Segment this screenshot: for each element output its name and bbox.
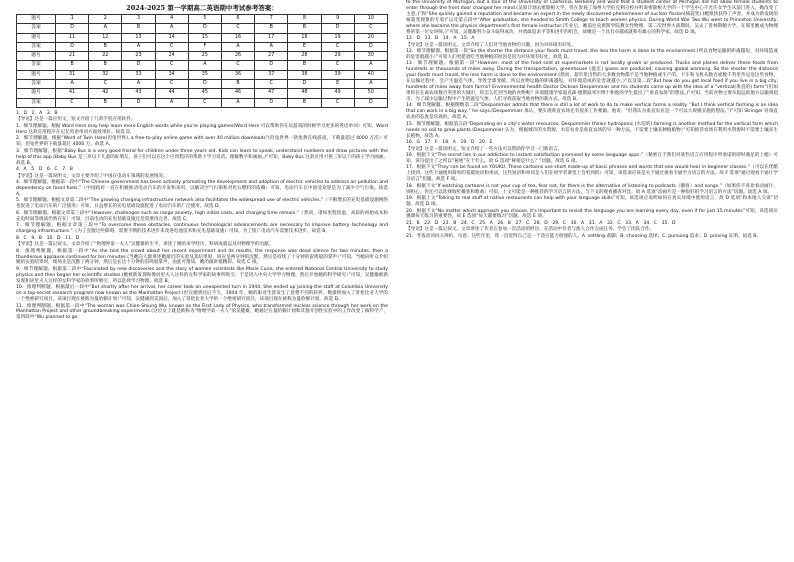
answer-table-cell: 28: [288, 52, 321, 61]
answer-table-cell: 6: [221, 15, 254, 24]
answer-table-cell: 50: [354, 89, 387, 98]
answer-table-cell: B: [89, 98, 122, 107]
answer-table-cell: C: [89, 80, 122, 89]
answer-table-row-label: 题号: [17, 52, 56, 61]
answer-table-cell: C: [56, 98, 89, 107]
answer-table-row-label: 题号: [17, 89, 56, 98]
answer-table-cell: 45: [188, 89, 221, 98]
answer-table-cell: 1: [56, 15, 89, 24]
answer-table-cell: D: [56, 24, 89, 33]
answer-table-cell: A: [122, 80, 155, 89]
answer-table-cell: B: [89, 42, 122, 51]
explanation-paragraph: 4．A 5．D 6．C 7．B: [16, 167, 73, 173]
explanation-paragraph: 19．根据上文“Talking to real stuff at native restaurants can help with your language skills”可知，该选项应说明如何在真实环境中使用语言，故 D 选项“和本地人交谈”切题。故选 D 项。: [406, 196, 778, 208]
answer-table: [16, 14, 388, 108]
explanation-paragraph: 1．D 2．A 3．B: [16, 110, 58, 116]
explanation-paragraph: 2．细节理解题。根据“Word of Twin Hare(但兔世界), a free-to-play online game with over 40 million downloads”(但兔世界一款免费在线游戏，下载量超过 4000 万次）可知，但兔世界的下载量超过 4000 万。故选 A。: [16, 136, 388, 148]
answer-table-cell: C: [155, 61, 188, 70]
explanation-paragraph: 4．细节理解题。根据第一段中“The Chinese government has been actively promoting the development and adoption of electric vehicles to address air pollution and dependency on fossil fuels.”（中国政府一直在积极推动电动汽车的开发和采用，以解决空气污染和对化石燃料的依赖）可知，电动汽车在中国受欢迎是为了减少空气污染。故选 A。: [16, 180, 388, 197]
answer-table-cell: C: [255, 80, 288, 89]
explanation-paragraph: 16．根据下文“The secret lies in our addiction to instant satisfaction promised by some language apps.”（秘密在于我们对某些语言应用程序所承诺的即时满足的上瘾）可知，该句提出了之所以“秘密”在于什么。故 G 选项“秘密是什么？”切题。故选 G 项。: [406, 153, 778, 164]
answer-table-cell: 5: [188, 15, 221, 24]
answer-table-cell: 22: [89, 52, 122, 61]
explanation-paragraph: 8．推理判断题。根据第一段中“As she told the crowd about her recent experiment and its results, the response was dead silence for two minutes, then a thunderous applause continued for ten minutes.(当她向人群讲述她最近的实验及其结果时，回应是两分钟的沉默，然后是持续了十分钟的雷鸣般的掌声）”可知，当她向听众介绍她的实验结果时，现场先是沉默了两分钟，然后是长达十分钟的雷鸣般掌声，由此可推知，她的演讲很精彩。故选 C 项。: [16, 248, 388, 266]
answer-table-cell: 20: [354, 33, 387, 42]
explanation-paragraph: 10．推理判断题。根据最后一段中“But shortly after her arrival, her career took an unexpected turn in 1944. She ended up joining the staff at Columbia University on a top-secret research program now known as the Manhattan Project (但在她到达后不久，1944 年，她的职业生涯发生了意想不到的转折。她最终加入了哥伦比亚大学的一个绝密研究项目，该项目现在被称为曼哈顿计划）”可知，吴健雄到美国后，加入了哥伦比亚大学的一个绝密研究项目，该项目现在被称为曼哈顿计划。故选 D。: [16, 285, 388, 303]
answer-table-cell: 2: [89, 15, 122, 24]
answer-table-cell: 42: [89, 89, 122, 98]
explanation-paragraph: 12．细节理解题。根据第一段“So the shorter the distance your foods must travel, the less the harm is done to the environment.(所以食物运输的距离越短，对环境造成的危害就越小）”可知人们更愿意吃当地种植的原因是因为对环境有好处。故选 D。: [406, 49, 778, 60]
answer-table-cell: 13: [122, 33, 155, 42]
answer-table-cell: A: [255, 42, 288, 51]
answer-table-cell: 34: [155, 70, 188, 79]
answer-table-cell: 23: [122, 52, 155, 61]
explanation-paragraph: 21．考查动词词义辨析。句意：这些年里，我一直觉得自己是一个适应能力很强的人。A. settling 落脚；B. choosing 选择；C. pursuing 追求；D. proving 证明。故选 B。: [406, 233, 762, 239]
explanation-paragraph: 14．细节理解题。根据倒数第二段“Despommier admits that there is still a lot of work to do to make vertical farms a reality. “But I think vertical farming is an idea that can work in a big way,” he says.(Despommier 承认，要实现垂直农场还有很多工作要做。他说：“但我认为垂直农业是一个可以大规模实施的想法。”)”可知 Stringer 对垂直农业的态度是乐观的。故选 A。: [406, 103, 778, 121]
explanation-paragraph: 21．B 22．D 23．B 24．C 25．A 26．B 27．C 28．D 29．C 30．A 31．A 32．C 33．A 34．C 35．D: [406, 220, 676, 226]
explanation-paragraph: 【导语】这是一篇记叙文。文章讲述了作者在参加一次活动的经历，在活动中作者与他人合作完成任务，学会了团队合作。: [406, 227, 655, 233]
answer-table-cell: 17: [255, 33, 288, 42]
answer-table-row: [17, 98, 388, 107]
left-column: [16, 0, 388, 562]
answer-table-row: [17, 42, 388, 51]
answer-table-cell: D: [56, 42, 89, 51]
answer-table-cell: 48: [288, 89, 321, 98]
answer-table-cell: C: [221, 61, 254, 70]
explanation-paragraph: 11．推理判断题。根据第一段中“The woman was Chien-Shiung Wu, known as the First Lady of Physics, who transformed nuclear science through her work on the Manhattan Project and other groundbreaking experiments.(这位女士就是被称为“物理学第一夫人”的吴健雄，她通过在曼哈顿计划和其他开创性实验中的工作改变了核科学）”、第四段中“Wu planned to go: [16, 303, 388, 321]
answer-table-row: [17, 33, 388, 42]
answer-table-cell: 12: [89, 33, 122, 42]
explanation-paragraph: 8．C 9．B 10．D 11．D: [16, 235, 80, 241]
answer-table-cell: C: [188, 98, 221, 107]
answer-table-row: [17, 80, 388, 89]
explanation-paragraph: 【导语】这是一篇说明文，文章主要介绍了中国在电动车领域的发展情况。: [16, 173, 168, 179]
answer-table-cell: B: [221, 80, 254, 89]
answer-table-cell: 31: [56, 70, 89, 79]
answer-table-cell: B: [288, 98, 321, 107]
answer-table-cell: 29: [321, 52, 354, 61]
answer-table-cell: A: [122, 42, 155, 51]
explanation-paragraph: 6．细节理解题。根据文章第三段中“However, challenges such as range anxiety, high initial costs, and charging time remain.”（然而，诸如里程焦虑，高昂的初始成本和充电时间等挑战仍然存在）可知，目前电动的充电基础设施还是需要再完善。故选 C。: [16, 210, 388, 222]
answer-table-cell: C: [221, 24, 254, 33]
explanation-paragraph: 【导语】这是一篇说明文。文章介绍了人们对当地食物的兴趣，因为对环境有好处。: [406, 42, 576, 48]
answer-table-cell: 43: [122, 89, 155, 98]
answer-table-cell: B: [288, 61, 321, 70]
answer-table-row: [17, 61, 388, 70]
answer-table-row-label: 题号: [17, 70, 56, 79]
answer-table-cell: C: [321, 98, 354, 107]
explanation-paragraph: 3．细节理解题。根据“Baby Bus is a very good friend for children under three years old. Kids can learn to speak, understand numbers and draw pictures with the help of this app.(Baby Bus 是三岁以下儿童的好朋友，孩子们可以在这个应用程序的帮助下学习说话、理解数字和画画。)”可知，Baby Bus 这款应用可供三岁以下的孩子学习画画。故选 B。: [16, 148, 388, 166]
explanation-paragraph: 17．根据下文“They can be found on YOUKU. These cartoons use short made-up of basic phrases and words that one would hear in beginner classes.”（可以在优酷上找到。这些卡通使用简单的基础短语和单词，这些短语和单词是人们在初学者课堂上会听到的）可知，该选项应该是关于通过观看卡通学习语言的方法。故 F 选项“通过观看卡通片学习语言”切题。故选 F 项。: [406, 165, 778, 183]
answer-table-cell: C: [354, 24, 387, 33]
answer-table-cell: E: [288, 42, 321, 51]
answer-table-cell: 26: [221, 52, 254, 61]
answer-table-cell: 37: [255, 70, 288, 79]
answer-table-row-label: 答案: [17, 24, 56, 33]
right-explanations: [406, 0, 778, 240]
answer-table-row: [17, 52, 388, 61]
answer-table-cell: A: [354, 80, 387, 89]
answer-table-cell: 33: [122, 70, 155, 79]
answer-table-cell: D: [188, 80, 221, 89]
answer-table-cell: E: [321, 80, 354, 89]
answer-table-cell: 40: [354, 70, 387, 79]
answer-table-cell: 24: [155, 52, 188, 61]
explanation-paragraph: 20．根据下文“No matter which approach you choose, it's important to revisit the language you are learning every day, even if for just 15 minutes”可知，该选项应强调每天练习的重要性。故 E 选项“每天都要练习”切题。故选 E 项。: [406, 208, 778, 220]
answer-table-cell: B: [288, 24, 321, 33]
answer-table-cell: 9: [321, 15, 354, 24]
explanation-paragraph: 7．细节理解题。根据文章第三段中“To overcome these obstacles, continuous technological advancements are necessary to improve battery technology and charging infrastructure.”（为了克服这些障碍，需要不断的技术进步来改进电池技术和充电基础设施）可知，为了推广电动汽车需要技术进步。故选 B。: [16, 223, 388, 235]
answer-table-cell: 8: [288, 15, 321, 24]
answer-table-cell: D: [122, 98, 155, 107]
answer-table-cell: A: [221, 98, 254, 107]
explanation-paragraph: 9．细节理解题。根据第二段中“Fascinated by new discoveries and the story of women scientists like Marie Curie, she entered National Central University to study physics and then began her scientific studies.(她被新发现和像居里夫人这样的女科学家的故事所吸引，于是进入中央大学学习物理，然后开始她的科学研究）”可知，吴健雄被新发现和居里夫人这样的女科学家的故事所吸引，所以选择学习物理。故选 B。: [16, 266, 388, 284]
answer-table-cell: B: [122, 24, 155, 33]
explanation-paragraph: 【导语】这是一篇说明文，短文介绍了一些方法可以帮助你学习一门新语言。: [406, 146, 563, 152]
answer-table-cell: 36: [221, 70, 254, 79]
answer-table-row: [17, 15, 388, 24]
answer-table-cell: C: [155, 42, 188, 51]
right-column: [406, 0, 778, 562]
answer-table-row: [17, 24, 388, 33]
answer-table-cell: A: [89, 24, 122, 33]
answer-table-cell: B: [255, 24, 288, 33]
answer-table-cell: A: [155, 24, 188, 33]
answer-table-cell: D: [188, 24, 221, 33]
explanation-paragraph: 16．G 17．F 18．A 19．D 20．E: [406, 140, 493, 145]
answer-table-cell: C: [321, 61, 354, 70]
answer-table-cell: 10: [354, 15, 387, 24]
answer-table-cell: 35: [188, 70, 221, 79]
answer-table-cell: 4: [155, 15, 188, 24]
answer-table-row-label: 答案: [17, 80, 56, 89]
answer-table-cell: D: [255, 98, 288, 107]
answer-table-row-label: 题号: [17, 33, 56, 42]
answer-table-row-label: 答案: [17, 61, 56, 70]
answer-table-cell: D: [354, 42, 387, 51]
answer-table-cell: B: [56, 61, 89, 70]
answer-table-cell: 39: [321, 70, 354, 79]
answer-table-cell: 30: [354, 52, 387, 61]
answer-table-cell: 41: [56, 89, 89, 98]
answer-table-row: [17, 89, 388, 98]
answer-table-cell: 18: [288, 33, 321, 42]
explanation-paragraph: 【导语】这是一篇记叙文。文章介绍了“物理界第一夫人”吴健雄的生平，讲述了她的求学经历、科研成就以及对物理学的贡献。: [16, 242, 274, 248]
page-title: 2024-2025 第一学期高二英语期中考试参考答案：: [126, 4, 278, 12]
explanation-paragraph: 12．D 13．B 14．A 15．A: [406, 36, 475, 42]
explanation-paragraph: to the University of Michigan, but a tour of the University of California, Berkeley and word that a student center at Michigan did not allow female students to enter through the front door changed her mind.(吴原计划去密歇根大学，但在参观了加州大学伯克利分校并听说密歇根大学的一个学生中心不允许女学生从前门进入，她改变了主意。)”和“She quickly gained a reputation and became an expert in the newly discovered phenomenon of nuclear fission(核裂变) (她很快获得了声誉，并成为新发现的核裂变现象的专家)”以及第五段中“After graduation, she headed to Smith College to teach women physics. During World War Two Wu went to Princeton University, where she became the physics department's first female instructor.(毕业后，她前往史密斯学院教女性物理。第二次世界大战期间，吴去了普林斯顿大学，在那里她成为物理系的第一位女讲师。)”可知，吴健雄努力奋斗取得成功，并勇敢追求平等和进步的机会，故她是一个具有卓越成就和有雄心的科学家。故选 D 项。: [406, 0, 778, 35]
explanation-paragraph: 13．细节理解题。根据第一段“However, most of the food sold at supermarkets is not locally grown or produced. Trucks and planes deliver these foods from hundreds or thousands of miles away. During the transportation, greenhouse (温室) gases are produced, causing global warming. So the shorter the distance your foods must travel, the less harm is done to the environment.(然而，超市里出售的大多数食物都不是当地种植或生产的。卡车和飞机从数百或数千英里外运送这些食物。在运输过程中，会产生温室气体，导致全球变暖。所以食物运输的距离越短，对环境造成的危害就越小。)”以及第二段“But how do you get local food if you live in a big city, hundreds of miles away from farms? Environmental health Doctor Dickson Despommier and his students came up with the idea of a “vertical(垂直的) farm”(但如果你住在离农场数百英里的大城市，你怎么吃到当地的食物呢？环境健康学家迪克森·德斯波米尔博士和他的学生提出了“垂直农场”的想法。)”可知，当前食物主要从很远的地方运输到超市，为了减少运输过程中产生的温室气体，人们寻找获取当地食物的新方式。故选 B。: [406, 61, 778, 102]
answer-table-cell: 44: [155, 89, 188, 98]
answer-table-cell: 49: [321, 89, 354, 98]
answer-table-row-label: 题号: [17, 15, 56, 24]
answer-table-cell: 14: [155, 33, 188, 42]
answer-table-cell: 21: [56, 52, 89, 61]
answer-table-cell: 27: [255, 52, 288, 61]
answer-table-cell: 16: [221, 33, 254, 42]
answer-table-cell: C: [155, 80, 188, 89]
answer-table-cell: A: [56, 80, 89, 89]
answer-table-cell: 19: [321, 33, 354, 42]
answer-table-row-label: 答案: [17, 42, 56, 51]
answer-table-cell: D: [321, 24, 354, 33]
answer-table-cell: 32: [89, 70, 122, 79]
answer-table-cell: D: [255, 61, 288, 70]
explanation-paragraph: 15．细节理解题。根据第五段“Depending on a city's water resources, Despommier thinks hydroponic (水培的) farming is another method for the vertical farm which needs no soil to grow plants.(Despommier 认为，根据城市的水资源，水培农业是垂直农场的另一种方法，不需要土壤来种植植物）”可知推荐农场在利用水资源时不需要土壤来生长植物。故选 A。: [406, 121, 778, 139]
answer-table-cell: A: [155, 98, 188, 107]
explanation-paragraph: 5．细节理解题。根据文章第二段中“The growing charging infrastructure network also facilitates the widespread use of electric vehicles.”（不断增长的充电基础设施网络也促进了电动汽车的广泛使用）可知，日益增长的充电基础设施促进了电动汽车的广泛使用。故选 D。: [16, 198, 388, 210]
answer-table-cell: B: [89, 61, 122, 70]
answer-table-cell: 11: [56, 33, 89, 42]
answer-table-cell: 47: [255, 89, 288, 98]
answer-table-cell: A: [221, 42, 254, 51]
explanation-paragraph: 18．根据下文“If watching cartoons is not your cup of tea, fear not, for there is the alternative of listening to podcasts（播客）and songs.”（如果你不喜欢看动画片，别担心，你还可以选择收听播客和歌曲）可知，上文可能是一种推荐的学习语言的方法，与下文的观看播客对比。故 A 选项“动画片是一种很好的学习语言的方法”切题。故选 A 项。: [406, 183, 778, 195]
answer-table-row-label: 答案: [17, 98, 56, 107]
answer-table-cell: F: [188, 42, 221, 51]
answer-table-cell: D: [354, 98, 387, 107]
answer-table-cell: D: [288, 80, 321, 89]
answer-table-cell: A: [188, 61, 221, 70]
answer-table-cell: 38: [288, 70, 321, 79]
answer-table-cell: 3: [122, 15, 155, 24]
explanation-paragraph: 1．细节理解题。根据 Word Hero may help learn more English words while you're playing games(Word Hero 可以帮助你在玩游戏的时候学习更多的英语单词）可知，Word Hero 这款应用程序在记忆英语单词方面效果好。故选 D。: [16, 123, 388, 135]
answer-table-cell: 7: [255, 15, 288, 24]
answer-table-cell: C: [321, 42, 354, 51]
left-explanations: [16, 111, 388, 321]
answer-table-cell: 46: [221, 89, 254, 98]
answer-table-row: [17, 70, 388, 79]
answer-table-cell: 25: [188, 52, 221, 61]
answer-table-cell: A: [354, 61, 387, 70]
answer-table-cell: D: [122, 61, 155, 70]
explanation-paragraph: 【导语】这是一篇应用文，短文介绍了几款手机应用软件。: [16, 117, 136, 123]
answer-table-cell: 15: [188, 33, 221, 42]
